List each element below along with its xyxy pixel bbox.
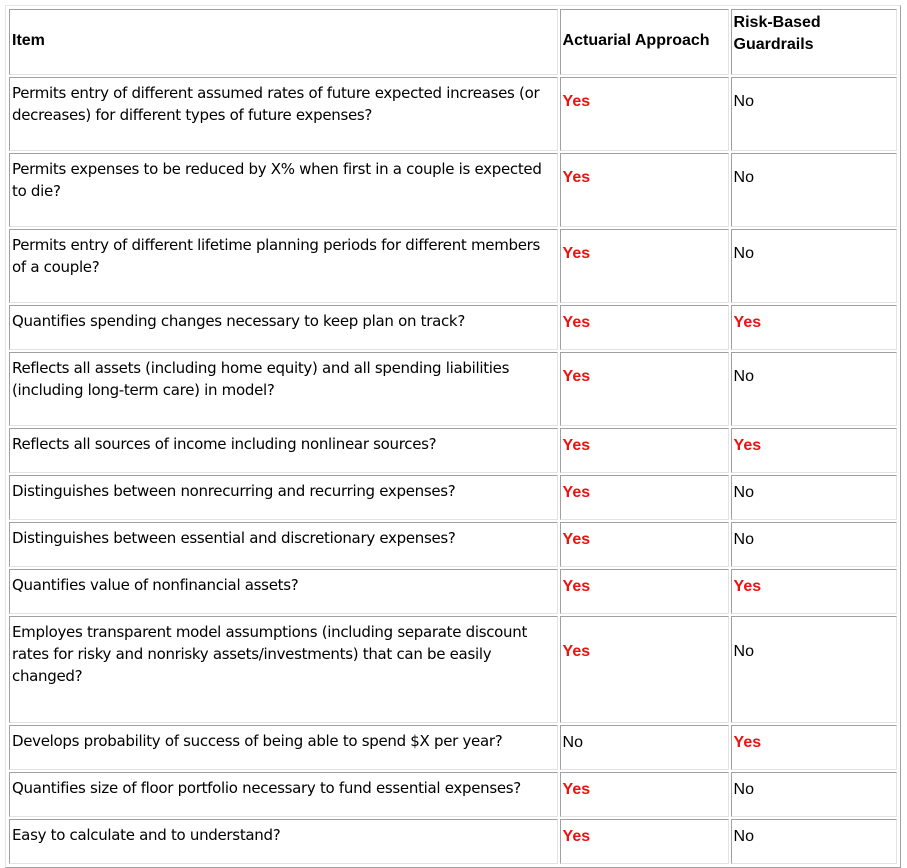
cell-risk-based-guardrails [731, 305, 897, 350]
cell-item-text: Distinguishes between nonrecurring and recurring expenses? [12, 482, 456, 500]
cell-item-text: Reflects all sources of income including nonlinear sources? [12, 435, 437, 453]
cell-actuarial-approach-text: Yes [562, 169, 591, 186]
cell-item [9, 522, 558, 567]
header-actuarial-approach: Actuarial Approach [560, 9, 729, 75]
cell-item-text: Quantifies spending changes necessary to keep plan on track? [12, 312, 465, 330]
cell-actuarial-approach [560, 153, 729, 227]
cell-risk-based-guardrails [731, 819, 897, 864]
cell-actuarial-approach [560, 475, 729, 520]
table-row [9, 522, 897, 567]
cell-risk-based-guardrails-text: No [733, 781, 754, 798]
cell-actuarial-approach [560, 819, 729, 864]
header-item: Item [9, 9, 558, 75]
cell-risk-based-guardrails-text: No [733, 169, 754, 186]
cell-risk-based-guardrails-text: No [733, 368, 754, 385]
cell-actuarial-approach [560, 569, 729, 614]
cell-actuarial-approach [560, 77, 729, 151]
cell-actuarial-approach [560, 229, 729, 303]
cell-actuarial-approach-text: Yes [562, 578, 591, 595]
cell-risk-based-guardrails [731, 522, 897, 567]
cell-actuarial-approach [560, 428, 729, 473]
table-row [9, 569, 897, 614]
table-row [9, 772, 897, 817]
cell-item [9, 352, 558, 426]
cell-risk-based-guardrails [731, 616, 897, 723]
cell-risk-based-guardrails-text: No [733, 245, 754, 262]
cell-risk-based-guardrails [731, 428, 897, 473]
table-row [9, 616, 897, 723]
cell-actuarial-approach-text: Yes [562, 484, 591, 501]
table-row [9, 725, 897, 770]
cell-item [9, 153, 558, 227]
cell-item-text: Quantifies size of floor portfolio necessary to fund essential expenses? [12, 779, 521, 797]
cell-actuarial-approach-text: Yes [562, 643, 591, 660]
cell-item-text: Develops probability of success of being able to spend $X per year? [12, 732, 503, 750]
cell-item-text: Permits entry of different assumed rates of future expected increases (or decreases) for different types of future expenses? [12, 84, 540, 124]
cell-item [9, 475, 558, 520]
cell-risk-based-guardrails [731, 725, 897, 770]
table-row [9, 819, 897, 864]
cell-item-text: Reflects all assets (including home equity) and all spending liabilities (including long-term care) in model? [12, 359, 510, 399]
cell-actuarial-approach-text: Yes [562, 781, 591, 798]
cell-item [9, 819, 558, 864]
cell-item [9, 305, 558, 350]
cell-risk-based-guardrails [731, 772, 897, 817]
table-row [9, 153, 897, 227]
header-risk-based-guardrails-label: Risk-Based Guardrails [733, 14, 821, 53]
cell-risk-based-guardrails [731, 569, 897, 614]
cell-actuarial-approach [560, 522, 729, 567]
cell-risk-based-guardrails [731, 352, 897, 426]
cell-actuarial-approach-text: Yes [562, 245, 591, 262]
cell-actuarial-approach-text: Yes [562, 314, 591, 331]
cell-item-text: Permits entry of different lifetime planning periods for different members of a couple? [12, 236, 541, 276]
table-row [9, 229, 897, 303]
cell-risk-based-guardrails [731, 475, 897, 520]
comparison-table [7, 7, 899, 866]
cell-risk-based-guardrails [731, 77, 897, 151]
cell-actuarial-approach [560, 616, 729, 723]
cell-item [9, 616, 558, 723]
table-row [9, 77, 897, 151]
cell-actuarial-approach-text: Yes [562, 828, 591, 845]
cell-risk-based-guardrails [731, 229, 897, 303]
table-body [9, 77, 897, 864]
cell-actuarial-approach [560, 352, 729, 426]
cell-actuarial-approach-text: Yes [562, 437, 591, 454]
comparison-table-container [5, 5, 901, 868]
cell-risk-based-guardrails [731, 153, 897, 227]
cell-risk-based-guardrails-text: No [733, 484, 754, 501]
cell-item [9, 428, 558, 473]
cell-risk-based-guardrails-text: No [733, 93, 754, 110]
cell-item-text: Quantifies value of nonfinancial assets? [12, 576, 299, 594]
cell-item-text: Easy to calculate and to understand? [12, 826, 281, 844]
cell-risk-based-guardrails-text: No [733, 531, 754, 548]
cell-risk-based-guardrails-text: No [733, 643, 754, 660]
cell-item [9, 569, 558, 614]
cell-actuarial-approach-text: Yes [562, 531, 591, 548]
table-header-row [9, 9, 897, 75]
cell-item [9, 77, 558, 151]
cell-actuarial-approach [560, 305, 729, 350]
table-row [9, 305, 897, 350]
cell-risk-based-guardrails-text: Yes [733, 734, 762, 751]
table-row [9, 475, 897, 520]
cell-risk-based-guardrails-text: Yes [733, 578, 762, 595]
table-row [9, 352, 897, 426]
cell-actuarial-approach [560, 772, 729, 817]
cell-item-text: Employes transparent model assumptions (including separate discount rates for risky and nonrisky assets/investments) that can be easily changed? [12, 623, 528, 685]
cell-actuarial-approach [560, 725, 729, 770]
cell-item-text: Permits expenses to be reduced by X% when first in a couple is expected to die? [12, 160, 542, 200]
cell-risk-based-guardrails-text: Yes [733, 437, 762, 454]
cell-item-text: Distinguishes between essential and discretionary expenses? [12, 529, 456, 547]
cell-risk-based-guardrails-text: Yes [733, 314, 762, 331]
cell-actuarial-approach-text: No [562, 734, 583, 751]
cell-actuarial-approach-text: Yes [562, 93, 591, 110]
cell-item [9, 229, 558, 303]
cell-item [9, 725, 558, 770]
header-risk-based-guardrails [731, 9, 897, 75]
cell-actuarial-approach-text: Yes [562, 368, 591, 385]
cell-risk-based-guardrails-text: No [733, 828, 754, 845]
cell-item [9, 772, 558, 817]
table-row [9, 428, 897, 473]
